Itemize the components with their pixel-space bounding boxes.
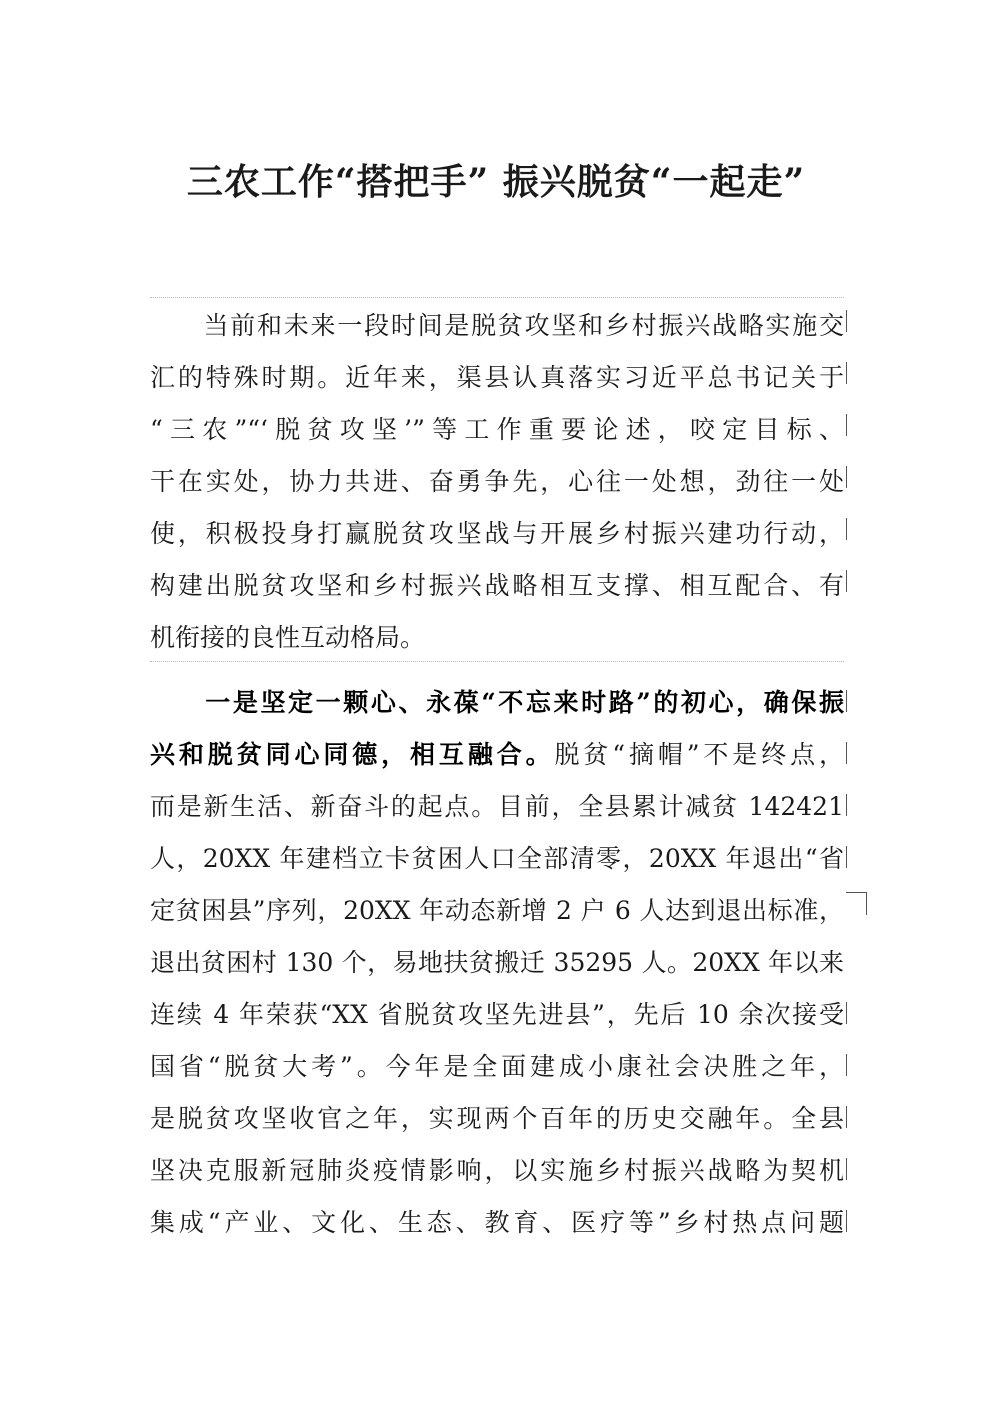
text-line: 人，20XX 年建档立卡贫困人口全部清零，20XX 年退出“省 (150, 844, 844, 873)
document-title: 三农工作“搭把手” 振兴脱贫“一起走” (186, 161, 806, 203)
text-line: 国省“脱贫大考”。今年是全面建成小康社会决胜之年， (150, 1052, 844, 1081)
text-line: “三农”“‘脱贫攻坚’”等工作重要论述，咬定目标、 (150, 415, 844, 444)
text-line: 构建出脱贫攻坚和乡村振兴战略相互支撑、相互配合、有 (150, 571, 844, 600)
text-line: 集成“产业、文化、生态、教育、医疗等”乡村热点问题 (150, 1208, 844, 1237)
text-line: 使，积极投身打赢脱贫攻坚战与开展乡村振兴建功行动， (150, 519, 844, 548)
text-line: 退出贫困村 130 个，易地扶贫搬迁 35295 人。20XX 年以来 (150, 948, 844, 977)
paragraph-point-one (150, 677, 844, 1249)
bold-heading-line: 一是坚定一颗心、永葆“不忘来时路”的初心，确保振 (150, 688, 844, 717)
text-line: 机衔接的良性互动格局。 (150, 623, 426, 652)
paragraph-intro (150, 300, 844, 664)
text-run: 脱贫“摘帽”不是终点， (554, 740, 844, 769)
text-line: 连续 4 年荣获“XX 省脱贫攻坚先进县”，先后 10 余次接受 (150, 1000, 844, 1029)
bold-heading-tail: 兴和脱贫同心同德，相互融合。 (150, 740, 555, 769)
text-line: 坚决克服新冠肺炎疫情影响，以实施乡村振兴战略为契机 (150, 1156, 844, 1185)
text-line (150, 729, 844, 781)
margin-corner-mark (846, 892, 867, 915)
section-divider-top (150, 297, 844, 298)
text-line: 干在实处，协力共进、奋勇争先，心往一处想，劲往一处 (150, 467, 844, 496)
section-divider-bottom (150, 661, 844, 662)
text-line: 是脱贫攻坚收官之年，实现两个百年的历史交融年。全县 (150, 1104, 844, 1133)
text-line: 汇的特殊时期。近年来，渠县认真落实习近平总书记关于 (150, 363, 844, 392)
text-line: 而是新生活、新奋斗的起点。目前，全县累计减贫 142421 (150, 792, 844, 821)
text-line: 定贫困县”序列，20XX 年动态新增 2 户 6 人达到退出标准， (150, 896, 844, 925)
text-line: 当前和未来一段时间是脱贫攻坚和乡村振兴战略实施交 (150, 311, 844, 340)
